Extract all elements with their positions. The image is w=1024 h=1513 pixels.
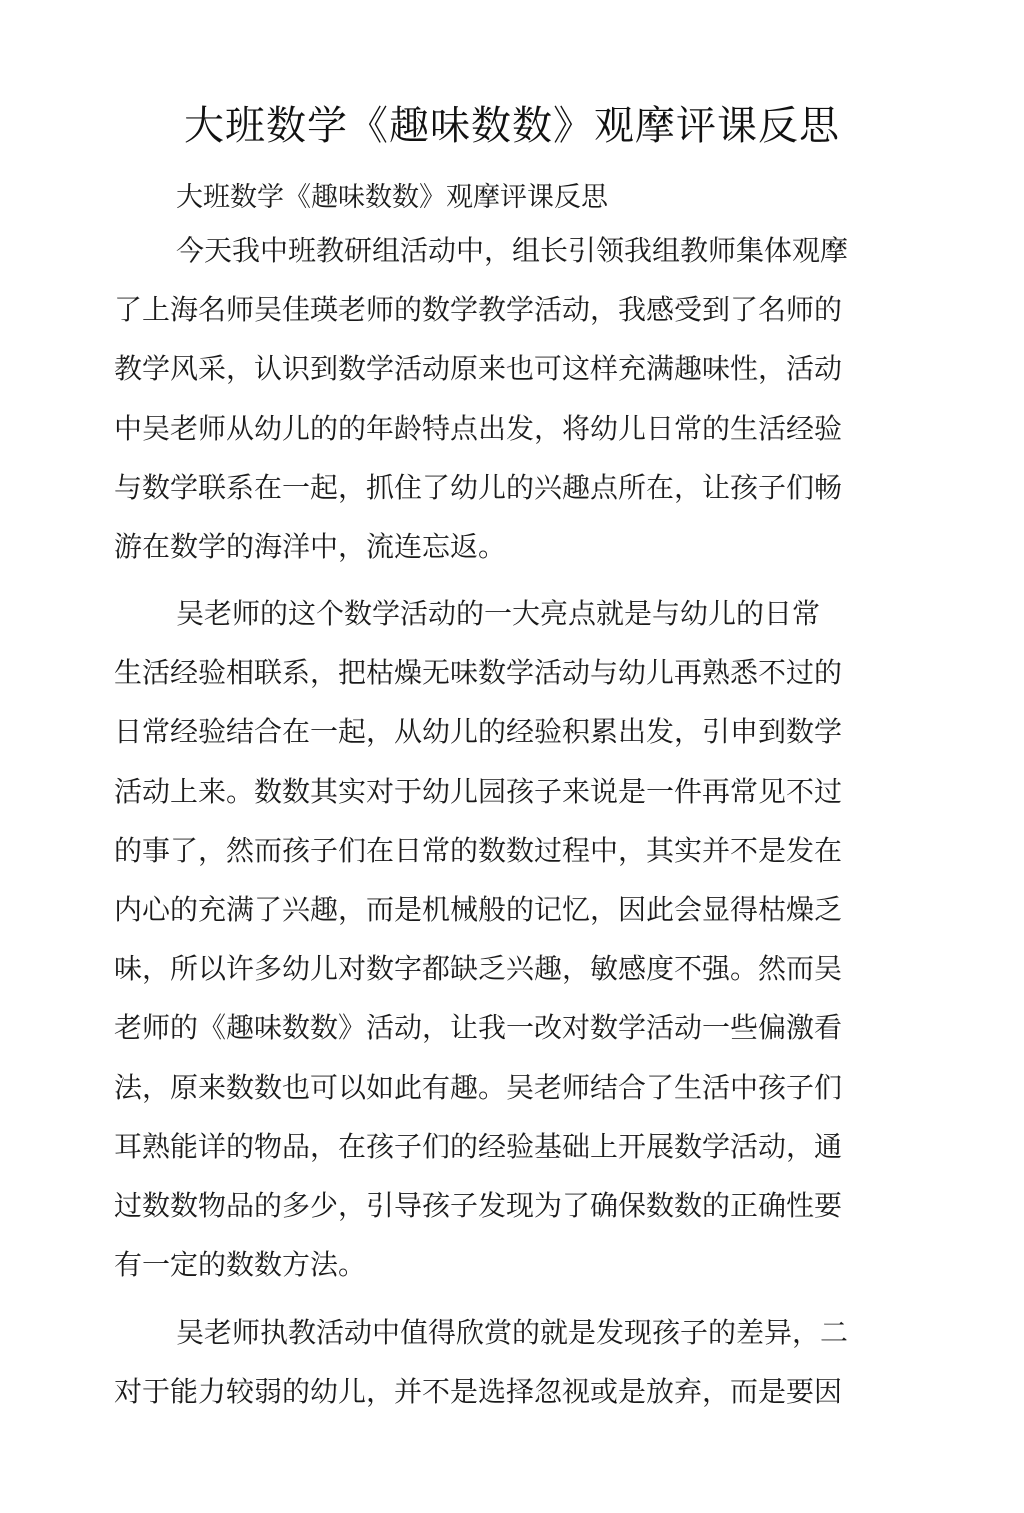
paragraph-line: 吴老师执教活动中值得欣赏的就是发现孩子的差异，二 bbox=[176, 1316, 849, 1349]
paragraph-line: 游在数学的海洋中，流连忘返。 bbox=[114, 529, 507, 563]
document-title: 大班数学《趣味数数》观摩评课反思 bbox=[184, 103, 840, 149]
paragraph-line: 生活经验相联系，把枯燥无味数学活动与幼儿再熟悉不过的 bbox=[114, 656, 843, 690]
paragraph-line: 老师的《趣味数数》活动，让我一改对数学活动一些偏激看 bbox=[114, 1011, 843, 1045]
paragraph-line: 有一定的数数方法。 bbox=[114, 1248, 367, 1282]
paragraph-line: 过数数物品的多少，引导孩子发现为了确保数数的正确性要 bbox=[114, 1188, 843, 1222]
paragraph-line: 中吴老师从幼儿的的年龄特点出发，将幼儿日常的生活经验 bbox=[114, 411, 843, 445]
paragraph-line: 吴老师的这个数学活动的一大亮点就是与幼儿的日常 bbox=[176, 597, 821, 630]
paragraph-line: 耳熟能详的物品，在孩子们的经验基础上开展数学活动，通 bbox=[114, 1129, 843, 1163]
paragraph-line: 与数学联系在一起，抓住了幼儿的兴趣点所在，让孩子们畅 bbox=[114, 470, 843, 504]
paragraph-line: 对于能力较弱的幼儿，并不是选择忽视或是放弃，而是要因 bbox=[114, 1375, 843, 1409]
paragraph-line: 内心的充满了兴趣，而是机械般的记忆，因此会显得枯燥乏 bbox=[114, 892, 843, 926]
paragraph-2 bbox=[114, 584, 864, 1294]
paragraph-line: 今天我中班教研组活动中，组长引领我组教师集体观摩 bbox=[176, 234, 849, 267]
paragraph-line: 法，原来数数也可以如此有趣。吴老师结合了生活中孩子们 bbox=[114, 1070, 843, 1104]
paragraph-line: 了上海名师吴佳瑛老师的数学教学活动，我感受到了名师的 bbox=[114, 293, 843, 327]
paragraph-line: 日常经验结合在一起，从幼儿的经验积累出发，引申到数学 bbox=[114, 715, 843, 749]
paragraph-1 bbox=[114, 221, 864, 576]
paragraph-line: 的事了，然而孩子们在日常的数数过程中，其实并不是发在 bbox=[114, 833, 843, 867]
paragraph-line: 教学风采，认识到数学活动原来也可这样充满趣味性，活动 bbox=[114, 352, 843, 386]
paragraph-3 bbox=[114, 1303, 864, 1421]
paragraph-line: 活动上来。数数其实对于幼儿园孩子来说是一件再常见不过 bbox=[114, 774, 843, 808]
paragraph-line: 味，所以许多幼儿对数字都缺乏兴趣，敏感度不强。然而吴 bbox=[114, 952, 843, 986]
document-subtitle: 大班数学《趣味数数》观摩评课反思 bbox=[176, 182, 608, 213]
